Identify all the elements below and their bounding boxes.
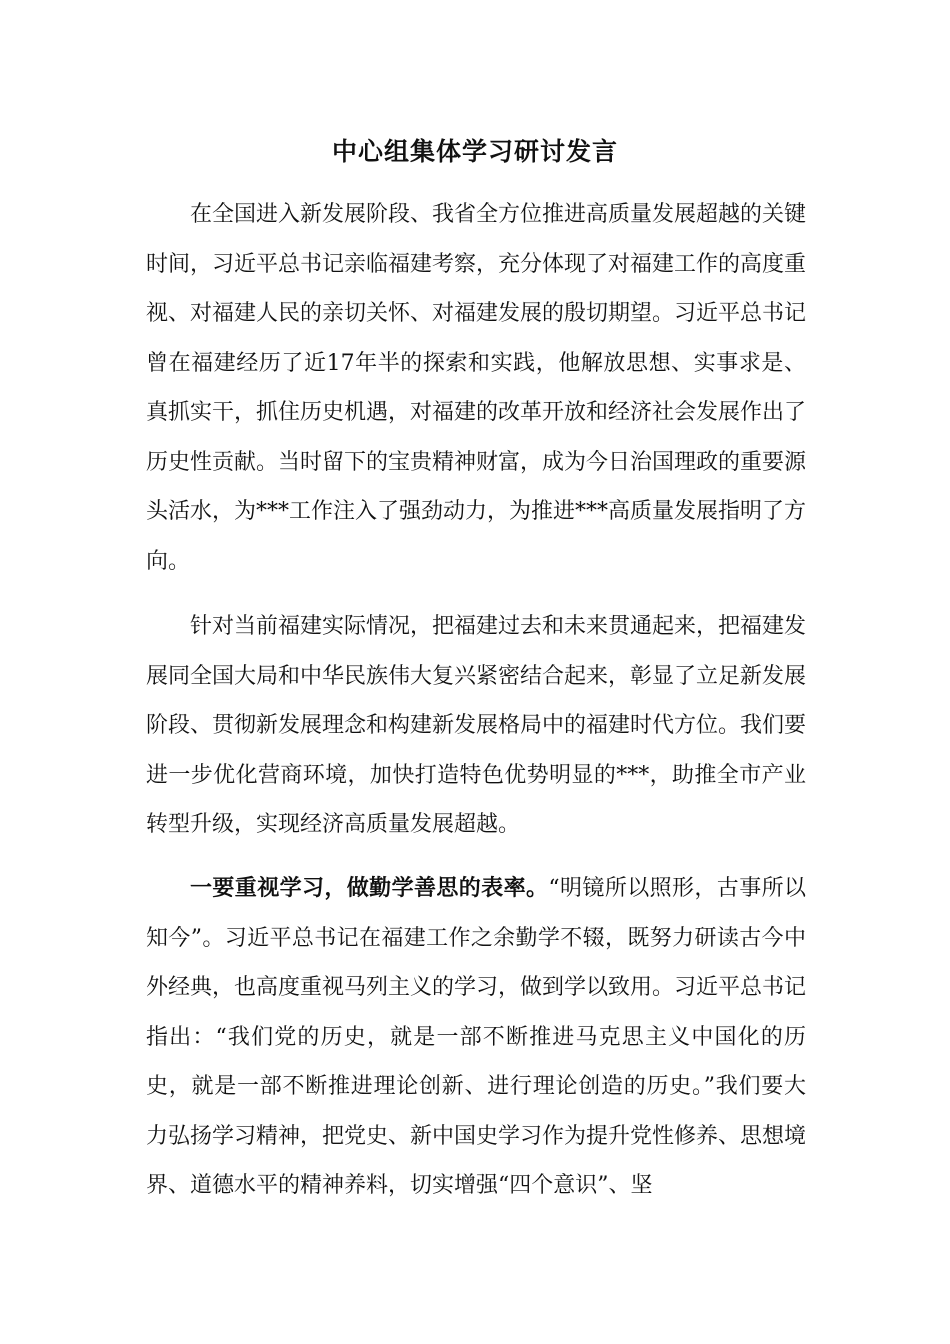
paragraph-3 bbox=[146, 864, 806, 1211]
paragraph-1 bbox=[146, 190, 806, 586]
paragraph-2 bbox=[146, 602, 806, 850]
paragraph-3-lead: 一要重视学习，做勤学善思的表率。 bbox=[190, 875, 549, 901]
paragraph-2-text: 针对当前福建实际情况，把福建过去和未来贯通起来，把福建发展同全国大局和中华民族伟大复兴紧密结合起来，彰显了立足新发展阶段、贯彻新发展理念和构建新发展格局中的福建时代方位。我们要进一步优化营商环境，加快打造特色优势明显的***，助推全市产业转型升级，实现经济高质量发展超越。 bbox=[146, 614, 807, 837]
paragraph-1-text: 在全国进入新发展阶段、我省全方位推进高质量发展超越的关键时间，习近平总书记亲临福建考察，充分体现了对福建工作的高度重视、对福建人民的亲切关怀、对福建发展的殷切期望。习近平总书记曾在福建经历了近17年半的探索和实践，他解放思想、实事求是、真抓实干，抓住历史机遇，对福建的改革开放和经济社会发展作出了历史性贡献。当时留下的宝贵精神财富，成为今日治国理政的重要源头活水，为***工作注入了强劲动力，为推进***高质量发展指明了方向。 bbox=[146, 202, 807, 574]
paragraph-3-text: “明镜所以照形，古事所以知今”。习近平总书记在福建工作之余勤学不辍，既努力研读古今中外经典，也高度重视马列主义的学习，做到学以致用。习近平总书记指出：“我们党的历史，就是一部不断推进马克思主义中国化的历史，就是一部不断推进理论创新、进行理论创造的历史。”我们要大力弘扬学习精神，把党史、新中国史学习作为提升党性修养、思想境界、道德水平的精神养料，切实增强“四个意识”、坚 bbox=[146, 876, 807, 1198]
document-title: 中心组集体学习研讨发言 bbox=[331, 137, 618, 166]
